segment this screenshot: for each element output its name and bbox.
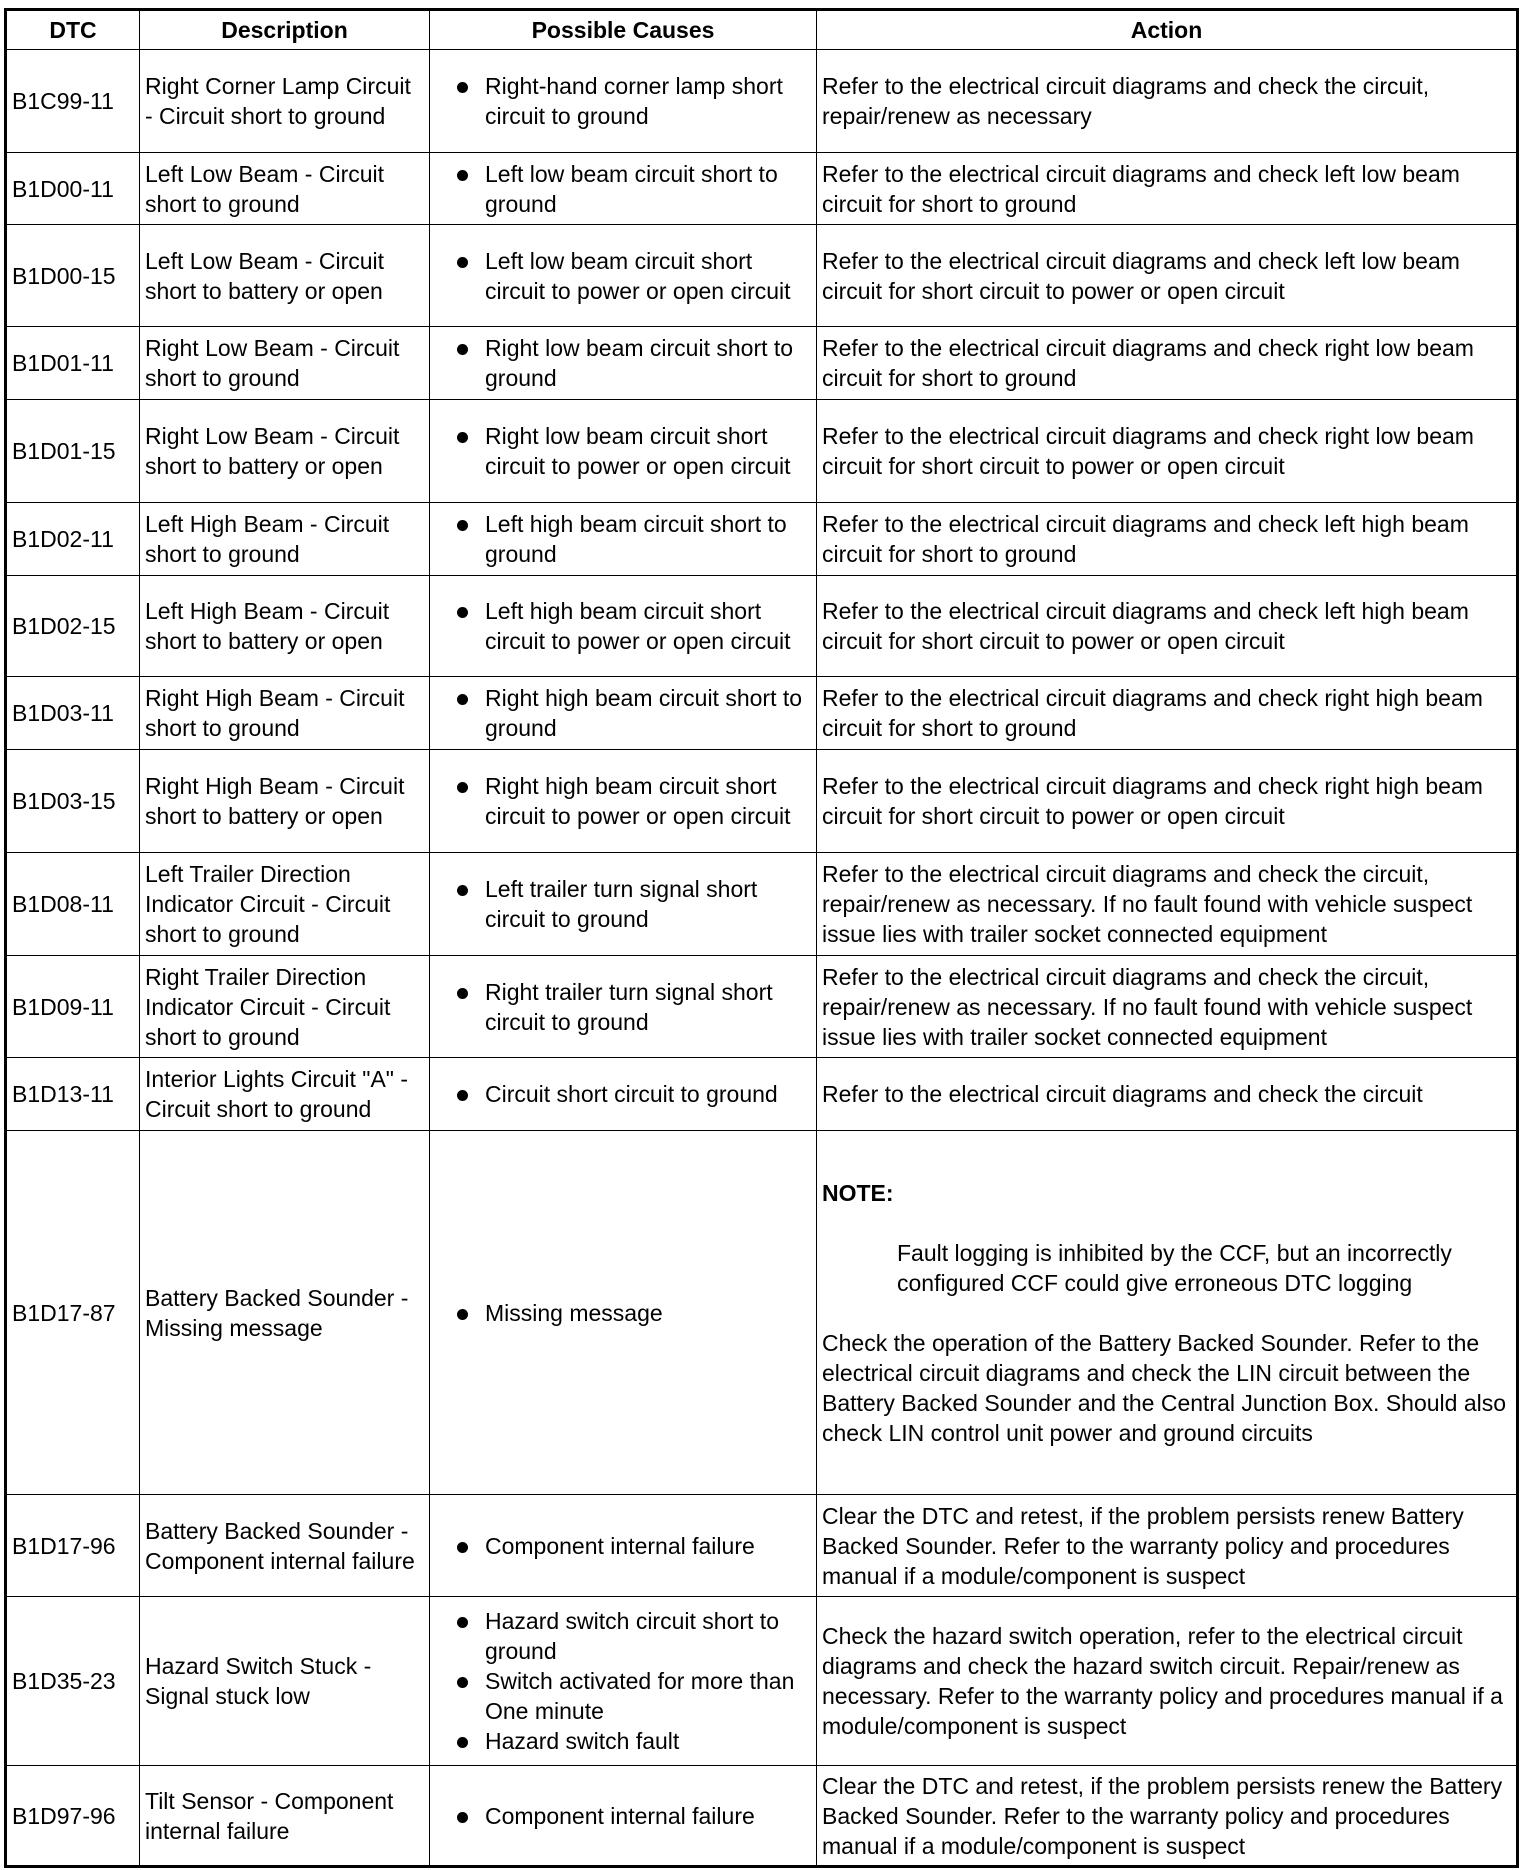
cause-text: Missing message — [485, 1299, 663, 1326]
causes-cell — [430, 225, 817, 327]
dtc-code: B1D17-96 — [6, 1495, 140, 1597]
causes-cell — [430, 153, 817, 225]
dtc-code: B1D97-96 — [6, 1766, 140, 1867]
header-dtc: DTC — [6, 10, 140, 50]
causes-cell — [430, 1766, 817, 1867]
bullet-icon — [457, 344, 468, 355]
description-cell: Right High Beam - Circuit short to battery or open — [140, 750, 430, 853]
causes-cell — [430, 750, 817, 853]
action-text: Refer to the electrical circuit diagrams and check right high beam circuit for short to ground — [822, 685, 1483, 741]
action-cell — [817, 1597, 1518, 1766]
description-cell: Left Low Beam - Circuit short to battery or open — [140, 225, 430, 327]
description-cell: Left High Beam - Circuit short to ground — [140, 503, 430, 576]
action-text: Refer to the electrical circuit diagrams and check right high beam circuit for short circuit to power or open circuit — [822, 773, 1483, 829]
table-row — [6, 750, 1518, 853]
cause-text: Component internal failure — [485, 1532, 755, 1559]
action-text: Clear the DTC and retest, if the problem persists renew the Battery Backed Sounder. Refer to the warranty policy and procedures manual if a module/component is suspect — [822, 1772, 1503, 1859]
dtc-code: B1D02-15 — [6, 576, 140, 677]
action-text: Refer to the electrical circuit diagrams and check left low beam circuit for short to ground — [822, 160, 1460, 217]
cause-text: Hazard switch fault — [485, 1728, 680, 1754]
cause-item — [435, 596, 811, 656]
causes-cell — [430, 327, 817, 400]
causes-cell — [430, 400, 817, 503]
bullet-icon — [457, 1812, 468, 1823]
description-cell: Right Low Beam - Circuit short to battery or open — [140, 400, 430, 503]
action-text: Refer to the electrical circuit diagrams and check right low beam circuit for short circuit to power or open circuit — [822, 423, 1474, 479]
bullet-icon — [457, 82, 468, 93]
cause-text: Right low beam circuit short to ground — [485, 335, 794, 391]
causes-cell — [430, 503, 817, 576]
cause-text: Left high beam circuit short to ground — [485, 511, 787, 567]
dtc-table — [4, 8, 1519, 1868]
header-action: Action — [817, 10, 1518, 50]
table-row — [6, 1495, 1518, 1597]
action-text: Clear the DTC and retest, if the problem persists renew Battery Backed Sounder. Refer to the warranty policy and procedures manual if a module/component is suspect — [822, 1502, 1464, 1589]
cause-item — [435, 874, 811, 934]
action-cell — [817, 956, 1518, 1058]
dtc-code: B1D17-87 — [6, 1131, 140, 1495]
dtc-code: B1D08-11 — [6, 853, 140, 956]
action-text: Refer to the electrical circuit diagrams and check the circuit, repair/renew as necessary. If no fault found with vehicle suspect issue lies with trailer socket connected equipment — [822, 861, 1473, 947]
cause-item — [435, 159, 811, 219]
cause-item — [435, 1606, 811, 1666]
cause-item — [435, 1531, 811, 1561]
table-row — [6, 1766, 1518, 1867]
table-row — [6, 400, 1518, 503]
cause-text: Right-hand corner lamp short circuit to ground — [485, 73, 783, 129]
bullet-icon — [457, 1090, 468, 1101]
cause-item — [435, 1801, 811, 1831]
description-cell: Right Low Beam - Circuit short to ground — [140, 327, 430, 400]
action-cell — [817, 1495, 1518, 1597]
action-cell — [817, 1058, 1518, 1131]
table-row — [6, 853, 1518, 956]
cause-item — [435, 1298, 811, 1328]
cause-text: Right high beam circuit short circuit to power or open circuit — [485, 773, 791, 829]
cause-item — [435, 71, 811, 131]
cause-item — [435, 1666, 811, 1726]
description-cell: Hazard Switch Stuck - Signal stuck low — [140, 1597, 430, 1766]
action-text: Check the operation of the Battery Backed Sounder. Refer to the electrical circuit diagrams and check the LIN circuit between the Battery Backed Sounder and the Central Junction Box. Should also check LIN control unit power and ground circuits — [822, 1329, 1507, 1446]
description-cell: Left Trailer Direction Indicator Circuit - Circuit short to ground — [140, 853, 430, 956]
table-row — [6, 1058, 1518, 1131]
action-cell — [817, 225, 1518, 327]
description-cell: Battery Backed Sounder - Missing message — [140, 1131, 430, 1495]
table-row — [6, 956, 1518, 1058]
action-text: Refer to the electrical circuit diagrams and check left high beam circuit for short to ground — [822, 511, 1469, 567]
action-cell — [817, 503, 1518, 576]
causes-cell — [430, 956, 817, 1058]
bullet-icon — [457, 988, 468, 999]
action-text: Check the hazard switch operation, refer to the electrical circuit diagrams and check the hazard switch circuit. Repair/renew as necessary. Refer to the warranty policy and procedures manual if a module/component is suspect — [822, 1623, 1503, 1739]
action-text: Refer to the electrical circuit diagrams and check the circuit — [822, 1081, 1423, 1107]
cause-text: Left low beam circuit short to ground — [485, 160, 778, 217]
causes-cell — [430, 1597, 817, 1766]
cause-text: Right low beam circuit short circuit to power or open circuit — [485, 423, 791, 479]
action-cell — [817, 677, 1518, 750]
dtc-code: B1D13-11 — [6, 1058, 140, 1131]
cause-item — [435, 683, 811, 743]
table-row — [6, 1597, 1518, 1766]
bullet-icon — [457, 607, 468, 618]
bullet-icon — [457, 1542, 468, 1553]
action-cell — [817, 853, 1518, 956]
causes-cell — [430, 1495, 817, 1597]
action-cell — [817, 750, 1518, 853]
action-cell — [817, 576, 1518, 677]
action-text: Refer to the electrical circuit diagrams and check right low beam circuit for short to ground — [822, 335, 1474, 391]
action-text: Refer to the electrical circuit diagrams and check left high beam circuit for short circuit to power or open circuit — [822, 598, 1469, 654]
action-cell — [817, 153, 1518, 225]
bullet-icon — [457, 432, 468, 443]
dtc-code: B1D00-11 — [6, 153, 140, 225]
bullet-icon — [457, 257, 468, 268]
bullet-icon — [457, 1737, 468, 1748]
dtc-code: B1D09-11 — [6, 956, 140, 1058]
table-row — [6, 503, 1518, 576]
description-cell: Tilt Sensor - Component internal failure — [140, 1766, 430, 1867]
cause-item — [435, 771, 811, 831]
cause-text: Right high beam circuit short to ground — [485, 685, 803, 741]
description-cell: Battery Backed Sounder - Component internal failure — [140, 1495, 430, 1597]
bullet-icon — [457, 782, 468, 793]
description-cell: Right Trailer Direction Indicator Circuit - Circuit short to ground — [140, 956, 430, 1058]
causes-cell — [430, 1058, 817, 1131]
cause-text: Right trailer turn signal short circuit to ground — [485, 978, 773, 1035]
causes-cell — [430, 576, 817, 677]
cause-text: Switch activated for more than One minute — [485, 1668, 795, 1724]
note-body: Fault logging is inhibited by the CCF, but an incorrectly configured CCF could give erroneous DTC logging — [897, 1239, 1452, 1296]
table-row — [6, 327, 1518, 400]
cause-text: Component internal failure — [485, 1802, 755, 1829]
cause-item — [435, 1079, 811, 1109]
description-cell: Right High Beam - Circuit short to ground — [140, 677, 430, 750]
dtc-code: B1D35-23 — [6, 1597, 140, 1766]
dtc-code: B1C99-11 — [6, 50, 140, 153]
bullet-icon — [457, 885, 468, 896]
description-cell: Right Corner Lamp Circuit - Circuit short to ground — [140, 50, 430, 153]
table-row — [6, 153, 1518, 225]
cause-text: Left trailer turn signal short circuit to ground — [485, 876, 758, 932]
table-row — [6, 1131, 1518, 1495]
dtc-code: B1D03-11 — [6, 677, 140, 750]
bullet-icon — [457, 1309, 468, 1320]
dtc-code: B1D01-11 — [6, 327, 140, 400]
bullet-icon — [457, 1677, 468, 1688]
action-cell — [817, 1131, 1518, 1495]
note-title: NOTE: — [822, 1179, 894, 1206]
causes-cell — [430, 853, 817, 956]
cause-text: Left high beam circuit short circuit to power or open circuit — [485, 598, 791, 654]
action-cell — [817, 327, 1518, 400]
bullet-icon — [457, 520, 468, 531]
bullet-icon — [457, 170, 468, 181]
causes-cell — [430, 677, 817, 750]
header-description: Description — [140, 10, 430, 50]
description-cell: Left Low Beam - Circuit short to ground — [140, 153, 430, 225]
description-cell: Interior Lights Circuit "A" - Circuit short to ground — [140, 1058, 430, 1131]
action-cell — [817, 400, 1518, 503]
cause-item — [435, 1726, 811, 1756]
cause-text: Circuit short circuit to ground — [485, 1081, 778, 1107]
cause-item — [435, 246, 811, 306]
cause-item — [435, 333, 811, 393]
table-row — [6, 677, 1518, 750]
causes-cell — [430, 1131, 817, 1495]
dtc-code: B1D00-15 — [6, 225, 140, 327]
action-text: Refer to the electrical circuit diagrams and check left low beam circuit for short circuit to power or open circuit — [822, 247, 1460, 304]
dtc-code: B1D02-11 — [6, 503, 140, 576]
dtc-code: B1D03-15 — [6, 750, 140, 853]
cause-text: Hazard switch circuit short to ground — [485, 1608, 779, 1664]
dtc-code: B1D01-15 — [6, 400, 140, 503]
action-text: Refer to the electrical circuit diagrams and check the circuit, repair/renew as necessary. If no fault found with vehicle suspect issue lies with trailer socket connected equipment — [822, 963, 1473, 1050]
table-row — [6, 225, 1518, 327]
table-row — [6, 50, 1518, 153]
cause-text: Left low beam circuit short circuit to power or open circuit — [485, 247, 791, 304]
causes-cell — [430, 50, 817, 153]
cause-item — [435, 977, 811, 1037]
action-text: Refer to the electrical circuit diagrams and check the circuit, repair/renew as necessary — [822, 73, 1430, 129]
action-cell — [817, 50, 1518, 153]
header-causes: Possible Causes — [430, 10, 817, 50]
table-row — [6, 576, 1518, 677]
header-row — [6, 10, 1518, 50]
bullet-icon — [457, 694, 468, 705]
cause-item — [435, 509, 811, 569]
bullet-icon — [457, 1617, 468, 1628]
cause-item — [435, 421, 811, 481]
description-cell: Left High Beam - Circuit short to battery or open — [140, 576, 430, 677]
action-cell — [817, 1766, 1518, 1867]
